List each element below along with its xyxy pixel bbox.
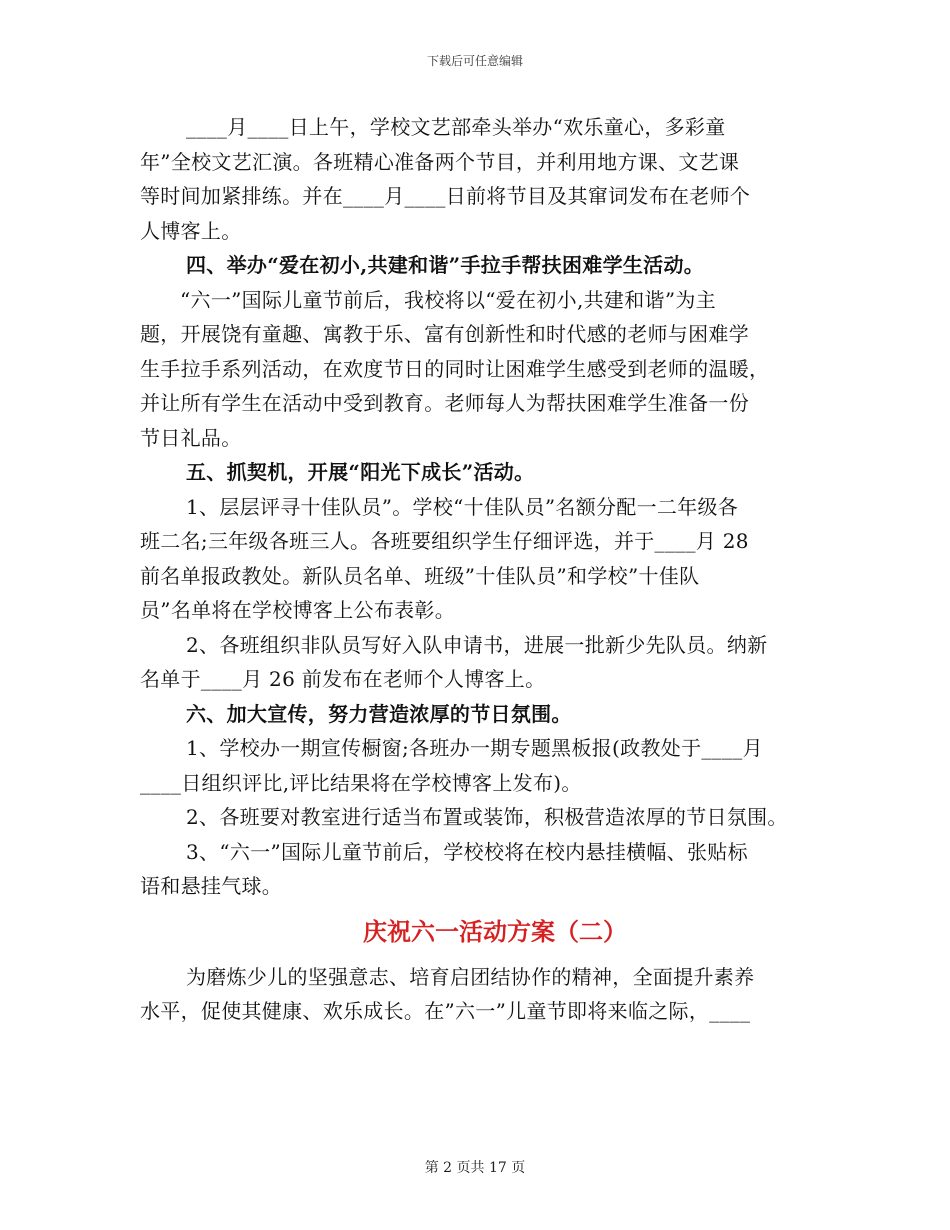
paragraph-line: “六一”国际儿童节前后，我校将以“爱在初小,共建和谐”为主	[180, 287, 716, 312]
page-header: 下载后可任意编辑	[426, 54, 523, 68]
paragraph-line: 人博客上。	[140, 218, 242, 243]
paragraph-line: 等时间加紧排练。并在____月____日前将节目及其窜词发布在老师个	[140, 184, 751, 208]
paragraph-line: 生手拉手系列活动，在欢度节日的同时让困难学生感受到老师的温暖，	[140, 356, 770, 381]
paragraph-line: 2、各班组织非队员写好入队申请书，进展一批新少先队员。纳新	[186, 632, 768, 657]
paragraph-line: 节日礼品。	[140, 425, 242, 450]
section-title: 庆祝六一活动方案（二）	[363, 916, 627, 946]
paragraph-line: ____月____日上午，学校文艺部牵头举办“欢乐童心，多彩童	[186, 115, 726, 139]
paragraph-line: 并让所有学生在活动中受到教育。老师每人为帮扶困难学生准备一份	[140, 391, 749, 415]
section-heading: 五、抓契机，开展“阳光下成长”活动。	[186, 460, 535, 484]
paragraph-line: 语和悬挂气球。	[140, 874, 283, 898]
section-heading: 六、加大宣传，努力营造浓厚的节日氛围。	[186, 701, 572, 726]
paragraph-line: 名单于____月 26 前发布在老师个人博客上。	[140, 667, 546, 691]
section-heading: 四、举办“爱在初小,共建和谐”手拉手帮扶困难学生活动。	[186, 253, 705, 277]
paragraph-line: 题，开展饶有童趣、寓教于乐、富有创新性和时代感的老师与困难学	[140, 322, 749, 346]
paragraph-line: 3、“六一”国际儿童节前后，学校校将在校内悬挂横幅、张贴标	[186, 839, 748, 864]
paragraph-line: 员”名单将在学校博客上公布表彰。	[140, 598, 456, 622]
page-footer: 第 2 页共 17 页	[424, 1160, 526, 1176]
paragraph-line: 水平，促使其健康、欢乐成长。在”六一”儿童节即将来临之际，____	[140, 999, 751, 1023]
paragraph-line: 前名单报政教处。新队员名单、班级”十佳队员”和学校”十佳队	[140, 563, 700, 588]
paragraph-line: 为磨炼少儿的坚强意志、培育启团结协作的精神，全面提升素养	[186, 964, 755, 989]
paragraph-line: 年”全校文艺汇演。各班精心准备两个节目，并利用地方课、文艺课	[140, 149, 740, 174]
paragraph-line: 2、各班要对教室进行适当布置或装饰，积极营造浓厚的节日氛围。	[186, 805, 788, 829]
paragraph-line: 1、层层评寻十佳队员”。学校“十佳队员”名额分配一二年级各	[186, 494, 739, 519]
paragraph-line: 1、学校办一期宣传橱窗;各班办一期专题黑板报(政教处于____月	[186, 736, 763, 760]
paragraph-line: 班二名;三年级各班三人。各班要组织学生仔细评选，并于____月 28	[140, 529, 749, 553]
document-body	[140, 110, 820, 1029]
paragraph-line: ____日组织评比,评比结果将在学校博客上发布)。	[140, 770, 582, 795]
